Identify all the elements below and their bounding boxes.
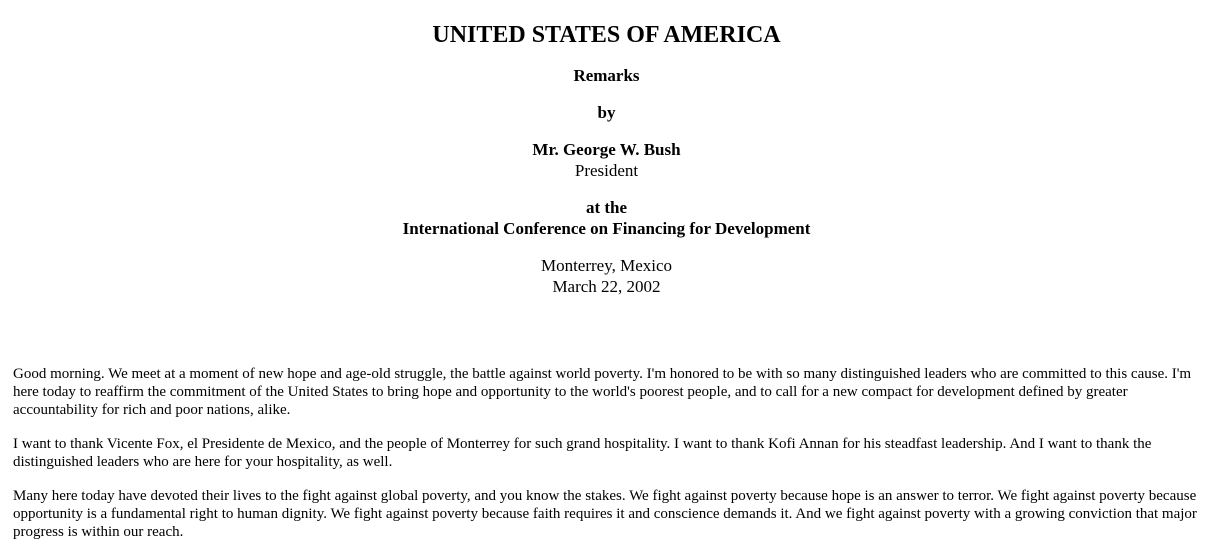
- speaker-name: Mr. George W. Bush: [532, 140, 681, 159]
- body-paragraph: Many here today have devoted their lives to the fight against global poverty, and you know the stakes. We fight against poverty because hope is an answer to terror. We fight against poverty because opportunity is a fundamental right to human dignity. We fight against poverty because faith requires it and conscience demands it. And we fight against poverty with a growing conviction that major progress is within our reach.: [13, 488, 1197, 540]
- body-paragraph: I want to thank Vicente Fox, el Presidente de Mexico, and the people of Monterrey for such grand hospitality. I want to thank Kofi Annan for his steadfast leadership. And I want to thank the distinguished leaders who are here for your hospitality, as well.: [13, 436, 1152, 470]
- body-paragraph: Good morning. We meet at a moment of new hope and age-old struggle, the battle against world poverty. I'm honored to be with so many distinguished leaders who are committed to this cause. I'm here today to reaffirm the commitment of the United States to bring hope and opportunity to the world's poorest people, and to call for a new compact for development defined by greater accountability for rich and poor nations, alike.: [13, 366, 1192, 418]
- speaker-title: President: [574, 161, 639, 180]
- conference-name: International Conference on Financing for Development: [402, 219, 811, 238]
- country-heading: UNITED STATES OF AMERICA: [432, 22, 781, 48]
- location: Monterrey, Mexico: [540, 256, 673, 275]
- by-label: by: [597, 103, 616, 122]
- at-the-label: at the: [585, 198, 628, 217]
- date: March 22, 2002: [552, 277, 661, 296]
- remarks-label: Remarks: [573, 66, 640, 85]
